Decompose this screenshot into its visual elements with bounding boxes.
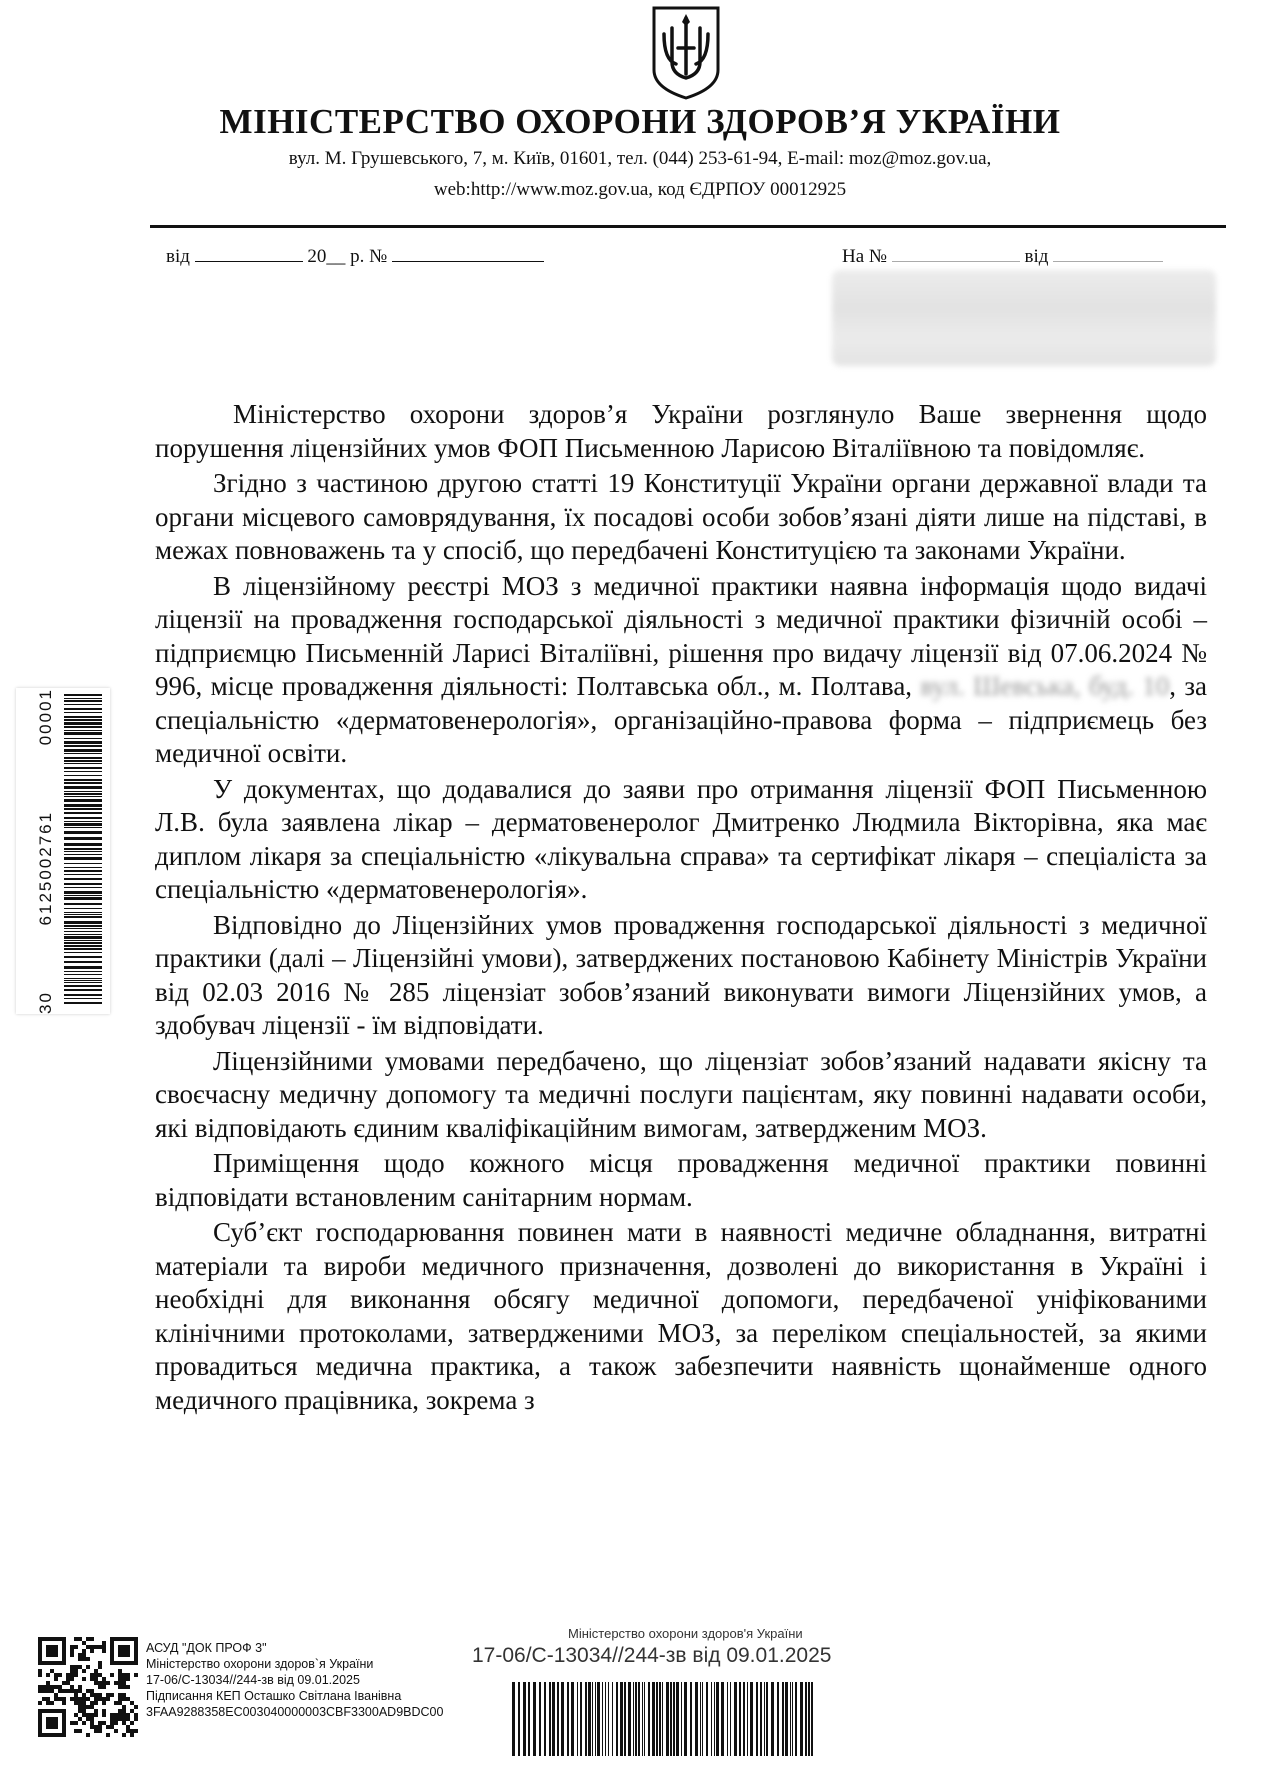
paragraph-5: Відповідно до Ліцензійних умов провадження господарської діяльності з медичної практики (далі – Ліцензійні умови), затверджених постановою Кабінету Міністрів України від 02.03 2016 № 285 ліцензіат зобов’язаний виконувати вимоги Ліцензійних умов, а здобувач ліцензії - їм відповідати. bbox=[155, 909, 1207, 1040]
stamp-barcode-icon bbox=[508, 1680, 818, 1760]
ministry-address: вул. М. Грушевського, 7, м. Київ, 01601, тел. (044) 253-61-94, E-mail: moz@moz.gov.ua, bbox=[288, 148, 992, 169]
incoming-registration bbox=[842, 244, 1163, 268]
number-blank bbox=[392, 244, 544, 262]
incoming-number-label: На № bbox=[842, 246, 888, 267]
paragraph-2: Згідно з частиною другою статті 19 Конституції України органи державної влади та органи місцевого самоврядування, їх посадові особи зобов’язані діяти лише на підставі, в межах повноважень та у спосіб, що передбачені Конституцією та законами України. bbox=[155, 468, 1207, 565]
stamp-ministry: Міністерство охорони здоров'я України bbox=[568, 1626, 803, 1641]
incoming-date-blank bbox=[1053, 244, 1163, 262]
asud-line: 3FAA9288358EC003040000003CBF3300AD9BDC00 bbox=[146, 1705, 444, 1719]
stamp-registration-number: 17-06/С-13034//244-зв від 09.01.2025 bbox=[472, 1644, 832, 1667]
registration-stamp bbox=[458, 1620, 836, 1772]
barcode-number-mid: 6125002761 bbox=[36, 810, 55, 926]
document-barcode bbox=[16, 688, 110, 1014]
paragraph-3-end: , за спеціальністю «дерматовенерологія», організаційно-правова форма – підприємець без медичної освіти. bbox=[155, 671, 1207, 768]
year-number-label: 20__ р. № bbox=[307, 246, 388, 267]
barcode-number bbox=[36, 688, 60, 1014]
paragraph-4: У документах, що додавалися до заяви про отримання ліцензії ФОП Письменною Л.В. була заявлена лікар – дерматовенеролог Дмитренко Людмила Вікторівна, яка має диплом лікаря за спеціальністю «лікувальна справа» та сертифікат лікаря – спеціаліста за спеціальністю «дерматовенерологія». bbox=[155, 773, 1207, 904]
paragraph-1: Міністерство охорони здоров’я України розглянуло Ваше звернення щодо порушення ліцензійних умов ФОП Письменною Ларисою Віталіївною та повідомляє. bbox=[155, 399, 1207, 463]
paragraph-6: Ліцензійними умовами передбачено, що ліцензіат зобов’язаний надавати якісну та своєчасну медичну допомогу та медичні послуги пацієнтам, яку повинні надавати особи, які відповідають єдиним кваліфікаційним вимогам, затвердженим МОЗ. bbox=[155, 1045, 1207, 1143]
coat-of-arms-icon bbox=[650, 4, 722, 100]
paragraph-8: Суб’єкт господарювання повинен мати в наявності медичне обладнання, витратні матеріали та вироби медичного призначення, дозволені до використання в Україні і необхідні для виконання обсягу медичної допомоги, передбаченої уніфікованими клінічними протоколами, затвердженими МОЗ, за переліком спеціальностей, за якими провадиться медична практика, а також забезпечити наявність щонайменше одного медичного працівника, зокрема з bbox=[155, 1217, 1207, 1415]
paragraph-7: Приміщення щодо кожного місця провадження медичної практики повинні відповідати встановленим санітарним нормам. bbox=[155, 1148, 1207, 1212]
barcode-icon bbox=[16, 688, 110, 1014]
header-divider bbox=[150, 225, 1226, 228]
qr-code-icon bbox=[38, 1637, 138, 1737]
paragraph-3-start: В ліцензійному реєстрі МОЗ з медичної практики наявна інформація щодо видачі ліцензії на провадження господарської діяльності з медичної практики фізичній особі – підприємцю Письменній Ларисі Віталіївні, рішення про видачу ліцензії від 07.06.2024 № 996, місце провадження діяльності: Полтавська обл., м. Полтава, bbox=[155, 570, 1207, 701]
asud-line: АСУД "ДОК ПРОФ 3" bbox=[146, 1641, 267, 1655]
outgoing-registration bbox=[166, 244, 544, 268]
asud-line: Підписання КЕП Осташко Світлана Іванівна bbox=[146, 1689, 402, 1703]
date-blank bbox=[195, 244, 303, 262]
barcode-number-start: 30 bbox=[36, 991, 55, 1014]
e-signature-block bbox=[146, 1640, 443, 1720]
asud-line: 17-06/С-13034//244-зв від 09.01.2025 bbox=[146, 1673, 360, 1687]
barcode-number-end: 00001 bbox=[36, 688, 55, 746]
from-label: від bbox=[166, 246, 190, 267]
paragraph-3 bbox=[155, 570, 1207, 771]
asud-line: Міністерство охорони здоров`я України bbox=[146, 1657, 374, 1671]
redacted-address: вул. Шевська, буд. 10 bbox=[920, 671, 1170, 701]
incoming-from-label: від bbox=[1024, 246, 1049, 267]
ministry-title: МІНІСТЕРСТВО ОХОРОНИ ЗДОРОВ’Я УКРАЇНИ bbox=[219, 102, 1061, 141]
redacted-addressee bbox=[832, 270, 1216, 366]
incoming-number-blank bbox=[892, 244, 1020, 262]
letter-body bbox=[155, 398, 1207, 1419]
ministry-web: web:http://www.moz.gov.ua, код ЄДРПОУ 00012925 bbox=[433, 179, 847, 200]
